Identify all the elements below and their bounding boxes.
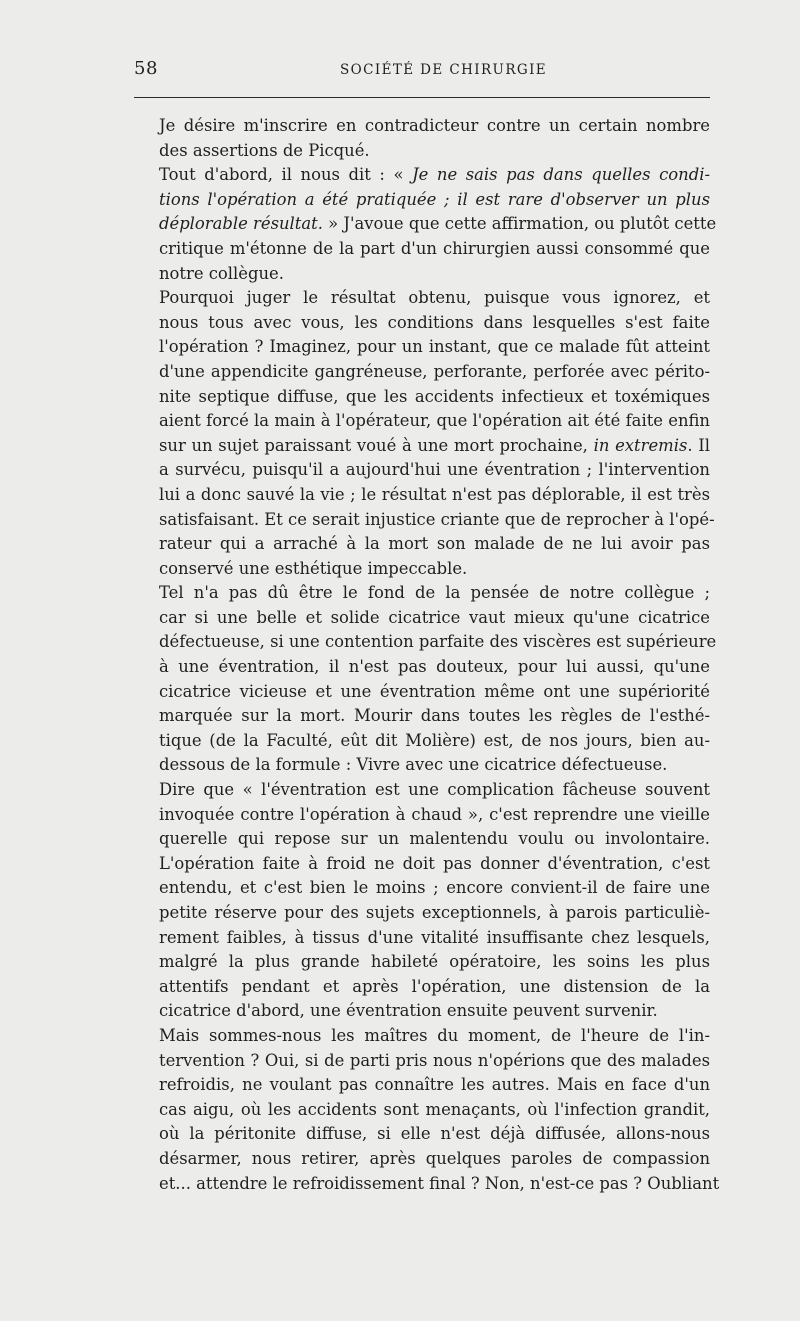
- page-header: [134, 58, 710, 88]
- text-line: a survécu, puisqu'il a aujourd'hui une éventration ; l'intervention: [159, 460, 710, 480]
- text-line: tervention ? Oui, si de parti pris nous n'opérions que des malades: [159, 1050, 710, 1070]
- text-line: entendu, et c'est bien le moins ; encore convient-il de faire une: [159, 878, 710, 898]
- text-line: nous tous avec vous, les conditions dans lesquelles s'est faite: [159, 312, 710, 332]
- text-line: [134, 163, 710, 188]
- text-line: notre collègue.: [159, 263, 284, 283]
- latin-phrase: in extremis: [593, 435, 688, 455]
- text-line: satisfaisant. Et ce serait injustice criante que de reprocher à l'opé-: [159, 509, 715, 529]
- text-line: L'opération faite à froid ne doit pas donner d'éventration, c'est: [159, 853, 710, 873]
- text-line: nite septique diffuse, que les accidents infectieux et toxémiques: [159, 386, 710, 406]
- text-line: défectueuse, si une contention parfaite des viscères est supérieure: [159, 632, 717, 652]
- paragraph: [134, 1024, 720, 1196]
- text-line: Pourquoi juger le résultat obtenu, puisque vous ignorez, et: [159, 288, 710, 308]
- text-line: cicatrice d'abord, une éventration ensuite peuvent survenir.: [159, 1001, 658, 1021]
- text-segment: . Il: [687, 435, 710, 455]
- paragraph: [134, 114, 710, 163]
- text-line: tique (de la Faculté, eût dit Molière) est, de nos jours, bien au-: [159, 730, 710, 750]
- text-line: marquée sur la mort. Mourir dans toutes les règles de l'esthé-: [159, 706, 710, 726]
- running-title: SOCIÉTÉ DE CHIRURGIE: [340, 62, 548, 78]
- text-line: des assertions de Picqué.: [159, 140, 370, 160]
- text-line: d'une appendicite gangréneuse, perforante, perforée avec périto-: [159, 361, 710, 381]
- paragraph: [134, 778, 710, 1024]
- text-line: l'opération ? Imaginez, pour un instant, que ce malade fût atteint: [159, 337, 710, 357]
- quoted-italic-line: tions l'opération a été pratiquée ; il est rare d'observer un plus: [159, 189, 710, 209]
- paragraph: [134, 581, 717, 778]
- text-line: querelle qui repose sur un malentendu voulu ou involontaire.: [159, 829, 710, 849]
- text-line: lui a donc sauvé la vie ; le résultat n'est pas déplorable, il est très: [159, 484, 710, 504]
- text-line: attentifs pendant et après l'opération, une distension de la: [159, 976, 710, 996]
- text-segment: » J'avoue que cette affirmation, ou plutôt cette: [322, 214, 717, 234]
- text-line: désarmer, nous retirer, après quelques paroles de compassion: [159, 1148, 710, 1168]
- text-line: Tel n'a pas dû être le fond de la pensée de notre collègue ;: [159, 583, 710, 603]
- text-line: petite réserve pour des sujets exceptionnels, à parois particuliè-: [159, 903, 710, 922]
- text-line: [134, 212, 717, 237]
- text-line: invoquée contre l'opération à chaud », c'est reprendre une vieille: [159, 804, 710, 824]
- paragraph: [134, 163, 717, 286]
- text-line: car si une belle et solide cicatrice vaut mieux qu'une cicatrice: [159, 607, 710, 627]
- text-line: Mais sommes-nous les maîtres du moment, de l'heure de l'in-: [159, 1025, 710, 1045]
- body-text: [134, 114, 720, 1196]
- text-line: à une éventration, il n'est pas douteux, pour lui aussi, qu'une: [159, 657, 710, 677]
- text-line: [134, 434, 710, 459]
- text-line: malgré la plus grande habileté opératoire, les soins les plus: [159, 952, 710, 972]
- text-line: cicatrice vicieuse et une éventration même ont une supériorité: [159, 681, 710, 701]
- text-line: conservé une esthétique impeccable.: [159, 558, 468, 578]
- text-line: rateur qui a arraché à la mort son malade de ne lui avoir pas: [159, 534, 710, 554]
- text-segment: sur un sujet paraissant voué à une mort prochaine,: [159, 435, 594, 455]
- text-line: Dire que « l'éventration est une complication fâcheuse souvent: [159, 780, 710, 800]
- text-line: et... attendre le refroidissement final ? Non, n'est-ce pas ? Oubliant: [159, 1173, 720, 1193]
- header-rule: [134, 97, 710, 98]
- text-segment: Tout d'abord, il nous dit : «: [159, 165, 413, 185]
- text-line: critique m'étonne de la part d'un chirurgien aussi consommé que: [159, 238, 710, 258]
- text-line: dessous de la formule : Vivre avec une cicatrice défectueuse.: [159, 755, 668, 775]
- text-line: rement faibles, à tissus d'une vitalité insuffisante chez lesquels,: [159, 927, 710, 947]
- page-number: 58: [134, 58, 158, 79]
- paragraph: [134, 286, 715, 581]
- text-line: refroidis, ne voulant pas connaître les autres. Mais en face d'un: [159, 1075, 710, 1095]
- text-line: aient forcé la main à l'opérateur, que l'opération ait été faite enfin: [159, 411, 710, 431]
- text-line: cas aigu, où les accidents sont menaçants, où l'infection grandit,: [159, 1099, 710, 1119]
- text-line: Je désire m'inscrire en contradicteur contre un certain nombre: [159, 116, 710, 135]
- quoted-italic: déplorable résultat.: [159, 214, 323, 234]
- text-line: où la péritonite diffuse, si elle n'est déjà diffusée, allons-nous: [159, 1124, 710, 1144]
- quoted-italic: Je ne sais pas dans quelles condi-: [412, 165, 710, 185]
